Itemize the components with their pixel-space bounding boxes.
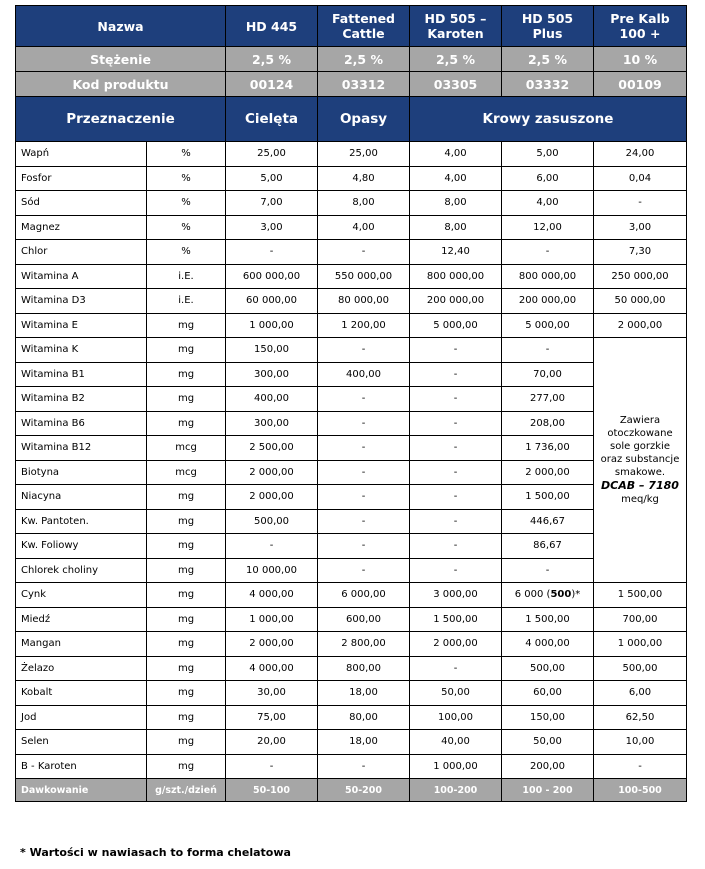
purpose-row — [16, 97, 687, 142]
value-cell: 4 000,00 — [226, 583, 318, 608]
ingredient-name: Kobalt — [16, 681, 147, 706]
value-cell: 60,00 — [502, 681, 594, 706]
table-row — [16, 583, 687, 608]
table-row — [16, 534, 687, 559]
note-cell — [594, 338, 687, 583]
value-cell: 40,00 — [410, 730, 502, 755]
ingredient-name: Chlor — [16, 240, 147, 265]
value-cell: 70,00 — [502, 362, 594, 387]
table-row — [16, 289, 687, 314]
value-cell: 25,00 — [226, 142, 318, 167]
ingredient-name: Witamina B1 — [16, 362, 147, 387]
value-cell: 8,00 — [410, 215, 502, 240]
value-cell: 5 000,00 — [502, 313, 594, 338]
value-cell: 3,00 — [226, 215, 318, 240]
value-cell: - — [318, 411, 410, 436]
value-cell: 1 000,00 — [594, 632, 687, 657]
product-code: 03305 — [410, 72, 502, 97]
value-cell: 3 000,00 — [410, 583, 502, 608]
value-cell: 800 000,00 — [410, 264, 502, 289]
value-cell: 6,00 — [502, 166, 594, 191]
value-cell: 5 000,00 — [410, 313, 502, 338]
product-name-row — [16, 6, 687, 47]
ingredient-name: B - Karoten — [16, 754, 147, 779]
dosage-label: Dawkowanie — [16, 779, 147, 802]
ingredient-name: Witamina A — [16, 264, 147, 289]
value-cell: 500,00 — [502, 656, 594, 681]
value-cell: 30,00 — [226, 681, 318, 706]
value-cell: - — [318, 338, 410, 363]
unit: mg — [147, 485, 226, 510]
product-code: 03312 — [318, 72, 410, 97]
table-row — [16, 338, 687, 363]
value-cell: 446,67 — [502, 509, 594, 534]
ingredient-name: Witamina D3 — [16, 289, 147, 314]
value-cell: - — [410, 656, 502, 681]
unit: mg — [147, 681, 226, 706]
dosage-value: 100-500 — [594, 779, 687, 802]
value-cell: 1 000,00 — [410, 754, 502, 779]
dcab-value: DCAB – 7180 — [601, 479, 679, 492]
product-name: Fattened Cattle — [318, 6, 410, 47]
value-cell: - — [318, 387, 410, 412]
unit: % — [147, 166, 226, 191]
dosage-value: 50-200 — [318, 779, 410, 802]
value-cell: 800,00 — [318, 656, 410, 681]
concentration-value: 2,5 % — [502, 47, 594, 72]
value-cell: 80,00 — [318, 705, 410, 730]
value-cell: 1 200,00 — [318, 313, 410, 338]
unit: mg — [147, 607, 226, 632]
product-code-label: Kod produktu — [16, 72, 226, 97]
ingredient-name: Chlorek choliny — [16, 558, 147, 583]
value-cell: - — [410, 509, 502, 534]
value-cell: 1 500,00 — [594, 583, 687, 608]
unit: mg — [147, 338, 226, 363]
value-cell: 50 000,00 — [594, 289, 687, 314]
value-cell: 1 000,00 — [226, 313, 318, 338]
unit: % — [147, 215, 226, 240]
value-cell: 25,00 — [318, 142, 410, 167]
dosage-unit: g/szt./dzień — [147, 779, 226, 802]
footnote: * Wartości w nawiasach to forma chelatowa — [20, 846, 291, 859]
value-cell: - — [594, 754, 687, 779]
concentration-label: Stężenie — [16, 47, 226, 72]
value-cell: - — [502, 338, 594, 363]
value-cell: 50,00 — [410, 681, 502, 706]
value-cell: 2 800,00 — [318, 632, 410, 657]
ingredient-name: Witamina B12 — [16, 436, 147, 461]
table-body — [16, 6, 687, 802]
value-cell: 80 000,00 — [318, 289, 410, 314]
value-cell: 100,00 — [410, 705, 502, 730]
value-cell: 1 736,00 — [502, 436, 594, 461]
unit: mg — [147, 387, 226, 412]
value-cell: - — [318, 436, 410, 461]
ingredient-name: Witamina E — [16, 313, 147, 338]
value-cell: - — [410, 411, 502, 436]
concentration-value: 2,5 % — [318, 47, 410, 72]
value-cell: - — [410, 534, 502, 559]
value-cell: 800 000,00 — [502, 264, 594, 289]
product-name: Pre Kalb 100 + — [594, 6, 687, 47]
product-name: HD 505 – Karoten — [410, 6, 502, 47]
value-cell: 300,00 — [226, 411, 318, 436]
value-cell: 2 000,00 — [502, 460, 594, 485]
value-cell: 277,00 — [502, 387, 594, 412]
product-name: HD 445 — [226, 6, 318, 47]
value-cell: 62,50 — [594, 705, 687, 730]
product-name: HD 505 Plus — [502, 6, 594, 47]
ingredient-name: Miedź — [16, 607, 147, 632]
value-cell: 4,00 — [410, 166, 502, 191]
purpose-label: Przeznaczenie — [16, 97, 226, 142]
unit: mg — [147, 313, 226, 338]
product-code-row — [16, 72, 687, 97]
value-cell: 2 000,00 — [226, 460, 318, 485]
value-cell: 7,30 — [594, 240, 687, 265]
value-cell: 700,00 — [594, 607, 687, 632]
value-cell: 400,00 — [226, 387, 318, 412]
table-row — [16, 166, 687, 191]
value-cell: - — [410, 387, 502, 412]
value-cell: - — [318, 485, 410, 510]
value-cell: 6 000 (500)* — [502, 583, 594, 608]
value-cell: 500,00 — [226, 509, 318, 534]
value-cell: 550 000,00 — [318, 264, 410, 289]
unit: mg — [147, 705, 226, 730]
value-cell: 4 000,00 — [502, 632, 594, 657]
value-cell: - — [318, 509, 410, 534]
value-cell: - — [226, 240, 318, 265]
concentration-value: 2,5 % — [410, 47, 502, 72]
purpose-dry-cows: Krowy zasuszone — [410, 97, 687, 142]
value-cell: 200 000,00 — [410, 289, 502, 314]
unit: mg — [147, 730, 226, 755]
ingredient-name: Wapń — [16, 142, 147, 167]
value-cell: - — [594, 191, 687, 216]
value-cell: 6,00 — [594, 681, 687, 706]
value-cell: 600 000,00 — [226, 264, 318, 289]
ingredient-name: Kw. Pantoten. — [16, 509, 147, 534]
table-row — [16, 240, 687, 265]
table-row — [16, 754, 687, 779]
product-table — [15, 5, 687, 802]
value-cell: - — [226, 534, 318, 559]
value-cell: 50,00 — [502, 730, 594, 755]
value-cell: 12,40 — [410, 240, 502, 265]
value-cell: 250 000,00 — [594, 264, 687, 289]
value-cell: 4,00 — [502, 191, 594, 216]
ingredient-name: Biotyna — [16, 460, 147, 485]
concentration-value: 2,5 % — [226, 47, 318, 72]
value-cell: 150,00 — [226, 338, 318, 363]
ingredient-name: Żelazo — [16, 656, 147, 681]
table-row — [16, 436, 687, 461]
value-cell: - — [226, 754, 318, 779]
table-row — [16, 558, 687, 583]
value-cell: - — [318, 534, 410, 559]
value-cell: - — [410, 460, 502, 485]
value-cell: 2 500,00 — [226, 436, 318, 461]
value-cell: 75,00 — [226, 705, 318, 730]
purpose-calves: Cielęta — [226, 97, 318, 142]
value-cell: 0,04 — [594, 166, 687, 191]
value-cell: - — [410, 485, 502, 510]
value-cell: - — [502, 240, 594, 265]
table-row — [16, 607, 687, 632]
table-row — [16, 142, 687, 167]
value-cell: 4 000,00 — [226, 656, 318, 681]
value-cell: 8,00 — [318, 191, 410, 216]
value-cell: 20,00 — [226, 730, 318, 755]
value-cell: 6 000,00 — [318, 583, 410, 608]
table-row — [16, 485, 687, 510]
product-code: 00124 — [226, 72, 318, 97]
value-cell: 24,00 — [594, 142, 687, 167]
value-cell: 200 000,00 — [502, 289, 594, 314]
ingredient-name: Cynk — [16, 583, 147, 608]
value-cell: 4,80 — [318, 166, 410, 191]
value-cell: - — [318, 558, 410, 583]
name-label: Nazwa — [16, 6, 226, 47]
product-code: 00109 — [594, 72, 687, 97]
value-cell: 2 000,00 — [226, 632, 318, 657]
value-cell: 500,00 — [594, 656, 687, 681]
ingredient-name: Selen — [16, 730, 147, 755]
value-cell: 2 000,00 — [410, 632, 502, 657]
ingredient-name: Witamina B6 — [16, 411, 147, 436]
value-cell: - — [410, 558, 502, 583]
value-cell: - — [318, 754, 410, 779]
unit: % — [147, 142, 226, 167]
value-cell: 4,00 — [410, 142, 502, 167]
table-row — [16, 191, 687, 216]
unit: mg — [147, 754, 226, 779]
unit: % — [147, 191, 226, 216]
table-row — [16, 362, 687, 387]
ingredient-name: Niacyna — [16, 485, 147, 510]
product-code: 03332 — [502, 72, 594, 97]
table-row — [16, 656, 687, 681]
ingredient-name: Witamina K — [16, 338, 147, 363]
unit: mg — [147, 362, 226, 387]
table-row — [16, 681, 687, 706]
unit: mg — [147, 509, 226, 534]
table-row — [16, 264, 687, 289]
value-cell: 5,00 — [502, 142, 594, 167]
ingredient-name: Mangan — [16, 632, 147, 657]
purpose-fattening: Opasy — [318, 97, 410, 142]
table-row — [16, 509, 687, 534]
note-text: Zawiera otoczkowane sole gorzkie oraz substancje smakowe. — [600, 415, 680, 478]
value-cell: 1 500,00 — [502, 485, 594, 510]
dosage-value: 50-100 — [226, 779, 318, 802]
unit: mg — [147, 632, 226, 657]
ingredient-name: Witamina B2 — [16, 387, 147, 412]
value-cell: 86,67 — [502, 534, 594, 559]
value-cell: 5,00 — [226, 166, 318, 191]
table-row — [16, 387, 687, 412]
table-row — [16, 632, 687, 657]
value-cell: 3,00 — [594, 215, 687, 240]
ingredient-name: Magnez — [16, 215, 147, 240]
value-cell: 2 000,00 — [226, 485, 318, 510]
value-cell: - — [318, 240, 410, 265]
value-cell: - — [410, 436, 502, 461]
value-cell: 7,00 — [226, 191, 318, 216]
dosage-row — [16, 779, 687, 802]
value-cell: 150,00 — [502, 705, 594, 730]
ingredient-name: Sód — [16, 191, 147, 216]
value-cell: 12,00 — [502, 215, 594, 240]
unit: % — [147, 240, 226, 265]
unit: mg — [147, 411, 226, 436]
value-cell: 400,00 — [318, 362, 410, 387]
value-cell: 600,00 — [318, 607, 410, 632]
value-cell: - — [318, 460, 410, 485]
value-cell: 1 500,00 — [410, 607, 502, 632]
value-cell: - — [502, 558, 594, 583]
value-cell: 2 000,00 — [594, 313, 687, 338]
value-cell: 18,00 — [318, 681, 410, 706]
table-row — [16, 215, 687, 240]
concentration-value: 10 % — [594, 47, 687, 72]
ingredient-name: Kw. Foliowy — [16, 534, 147, 559]
value-cell: 10 000,00 — [226, 558, 318, 583]
dosage-value: 100-200 — [410, 779, 502, 802]
unit: mg — [147, 534, 226, 559]
unit: mcg — [147, 460, 226, 485]
value-cell: 200,00 — [502, 754, 594, 779]
value-cell: - — [410, 362, 502, 387]
value-cell: 1 000,00 — [226, 607, 318, 632]
unit: mg — [147, 558, 226, 583]
value-cell: 4,00 — [318, 215, 410, 240]
unit: mg — [147, 656, 226, 681]
concentration-row — [16, 47, 687, 72]
value-cell: 8,00 — [410, 191, 502, 216]
unit: mg — [147, 583, 226, 608]
table-row — [16, 730, 687, 755]
value-cell: 18,00 — [318, 730, 410, 755]
table-row — [16, 705, 687, 730]
unit: i.E. — [147, 289, 226, 314]
table-row — [16, 411, 687, 436]
value-cell: - — [410, 338, 502, 363]
ingredient-name: Fosfor — [16, 166, 147, 191]
table-row — [16, 313, 687, 338]
dosage-value: 100 - 200 — [502, 779, 594, 802]
value-cell: 208,00 — [502, 411, 594, 436]
ingredient-name: Jod — [16, 705, 147, 730]
value-cell: 60 000,00 — [226, 289, 318, 314]
unit: i.E. — [147, 264, 226, 289]
unit: mcg — [147, 436, 226, 461]
dcab-unit: meq/kg — [621, 494, 659, 505]
value-cell: 10,00 — [594, 730, 687, 755]
value-cell: 1 500,00 — [502, 607, 594, 632]
value-cell: 300,00 — [226, 362, 318, 387]
table-row — [16, 460, 687, 485]
